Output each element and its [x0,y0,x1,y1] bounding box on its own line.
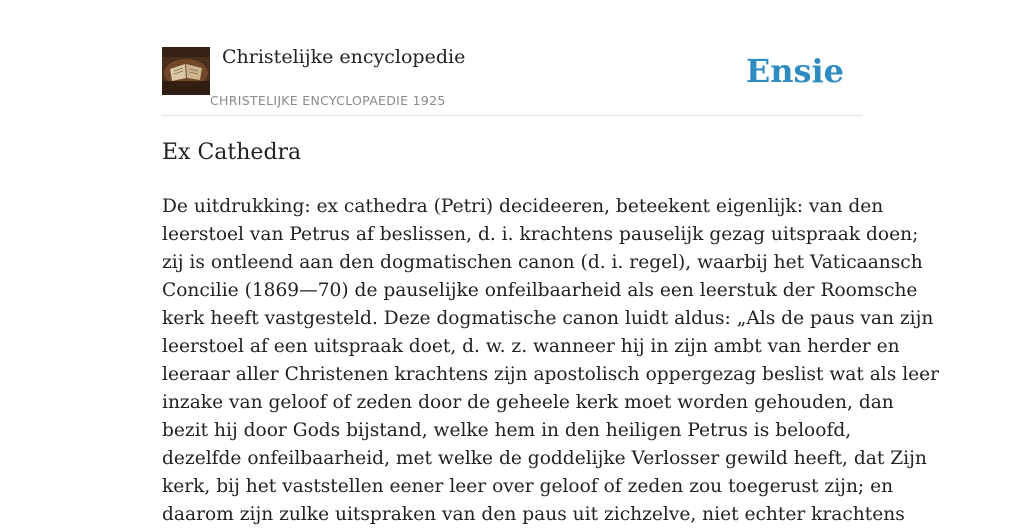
site-subtitle[interactable]: CHRISTELIJKE ENCYCLOPAEDIE 1925 [210,93,446,108]
article-text-line: daarom zijn zulke uitspraken van den paus uit zichzelve, niet echter krachtens [162,504,905,525]
article-text-line: kerk, bij het vaststellen eener leer over geloof of zeden zou toegerust zijn; en [162,476,894,497]
article-text-line: dezelfde onfeilbaarheid, met welke de goddelijke Verlosser gewild heeft, dat Zijn [162,448,927,469]
article-body [162,193,940,529]
article-text-line: zij is ontleend aan den dogmatischen canon (d. i. regel), waarbij het Vaticaansch [162,252,923,273]
article-text-line: De uitdrukking: ex cathedra (Petri) decideeren, beteekent eigenlijk: van den [162,196,884,217]
article-text-line: bezit hij door Gods bijstand, welke hem in den heiligen Petrus is beloofd, [162,420,852,441]
article-text-line: leerstoel van Petrus af beslissen, d. i. krachtens pauselijk gezag uitspraak doen; [162,224,919,245]
open-book-image [162,47,210,95]
article-text-line: Concilie (1869—70) de pauselijke onfeilbaarheid als een leerstuk der Roomsche [162,280,918,301]
article-text-line: kerk heeft vastgesteld. Deze dogmatische canon luidt aldus: „Als de paus van zijn [162,308,934,329]
encyclopedia-avatar[interactable] [162,47,210,95]
site-title[interactable]: Christelijke encyclopedie [222,46,466,68]
article-text-line: inzake van geloof of zeden door de geheele kerk moet worden gehouden, dan [162,392,894,413]
article-text-line: leeraar aller Christenen krachtens zijn apostolisch oppergezag beslist wat als leer [162,364,940,385]
site-header [162,46,862,116]
brand-logo[interactable]: Ensie [745,52,844,90]
article-text-line: leerstoel af een uitspraak doet, d. w. z. wanneer hij in zijn ambt van herder en [162,336,900,357]
article-title: Ex Cathedra [162,140,302,165]
